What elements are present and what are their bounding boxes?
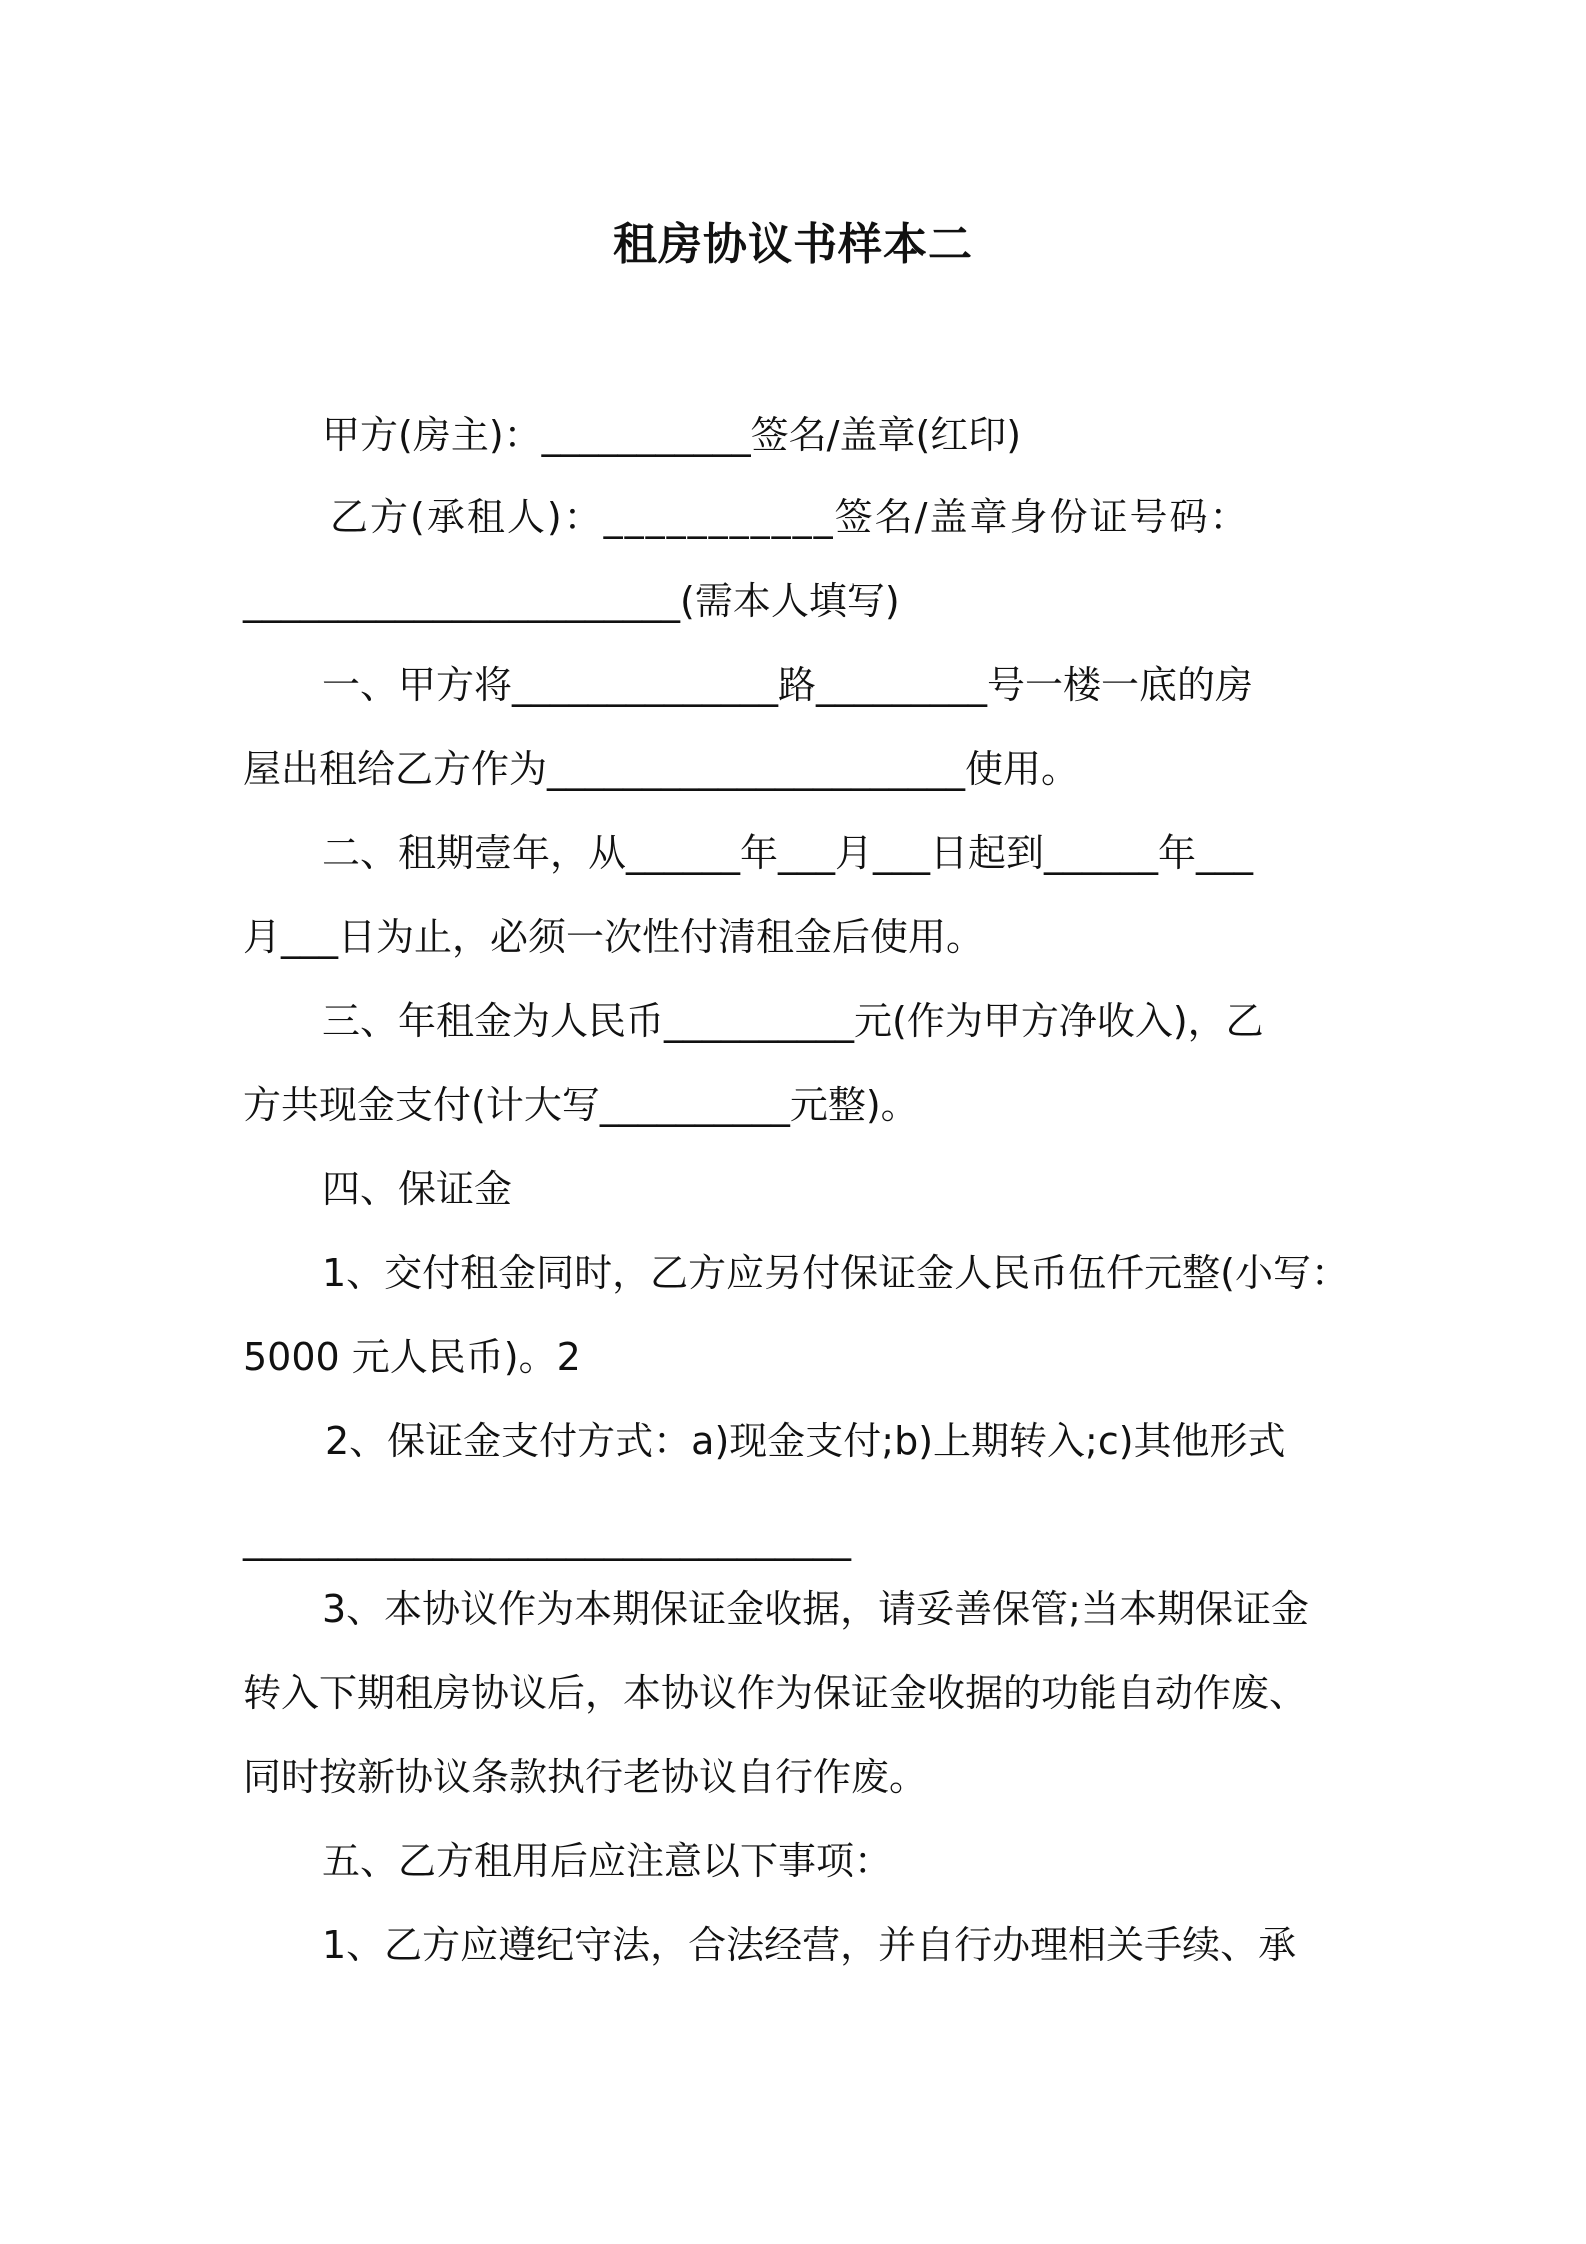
clause-1-line-2: 屋出租给乙方作为______________________使用。 (243, 747, 1080, 791)
clause-4-1-line-2: 5000 元人民币)。2 (243, 1335, 581, 1379)
document-title: 租房协议书样本二 (613, 219, 973, 270)
clause-4-3-line-3: 同时按新协议条款执行老协议自行作废。 (243, 1755, 928, 1799)
clause-3-line-2: 方共现金支付(计大写__________元整)。 (243, 1083, 919, 1127)
clause-5-heading: 五、乙方租用后应注意以下事项： (322, 1839, 893, 1883)
clause-4-heading: 四、保证金 (322, 1167, 513, 1211)
clause-4-2-blank: ________________________________ (243, 1517, 851, 1561)
clause-5-1-line-1: 1、乙方应遵纪守法，合法经营，并自行办理相关手续、承 (322, 1923, 1297, 1967)
party-b-line: 乙方(承租人)：___________签名/盖章身份证号码： (330, 495, 1250, 539)
clause-4-3-line-2: 转入下期租房协议后，本协议作为保证金收据的功能自动作废、 (243, 1671, 1308, 1715)
party-a-line: 甲方(房主)：___________签名/盖章(红印) (322, 413, 1022, 457)
clause-2-line-1: 二、租期壹年，从______年___月___日起到______年___ (322, 831, 1254, 875)
clause-2-line-2: 月___日为止，必须一次性付清租金后使用。 (243, 915, 985, 959)
id-number-line: _______________________(需本人填写) (243, 579, 900, 623)
clause-4-2-line-1: 2、保证金支付方式：a)现金支付;b)上期转入;c)其他形式 (325, 1419, 1286, 1463)
clause-3-line-1: 三、年租金为人民币__________元(作为甲方净收入)，乙 (322, 999, 1264, 1043)
clause-1-line-1: 一、甲方将______________路_________号一楼一底的房 (322, 663, 1254, 707)
clause-4-3-line-1: 3、本协议作为本期保证金收据，请妥善保管;当本期保证金 (322, 1587, 1309, 1631)
clause-4-1-line-1: 1、交付租金同时，乙方应另付保证金人民币伍仟元整(小写： (322, 1251, 1350, 1295)
